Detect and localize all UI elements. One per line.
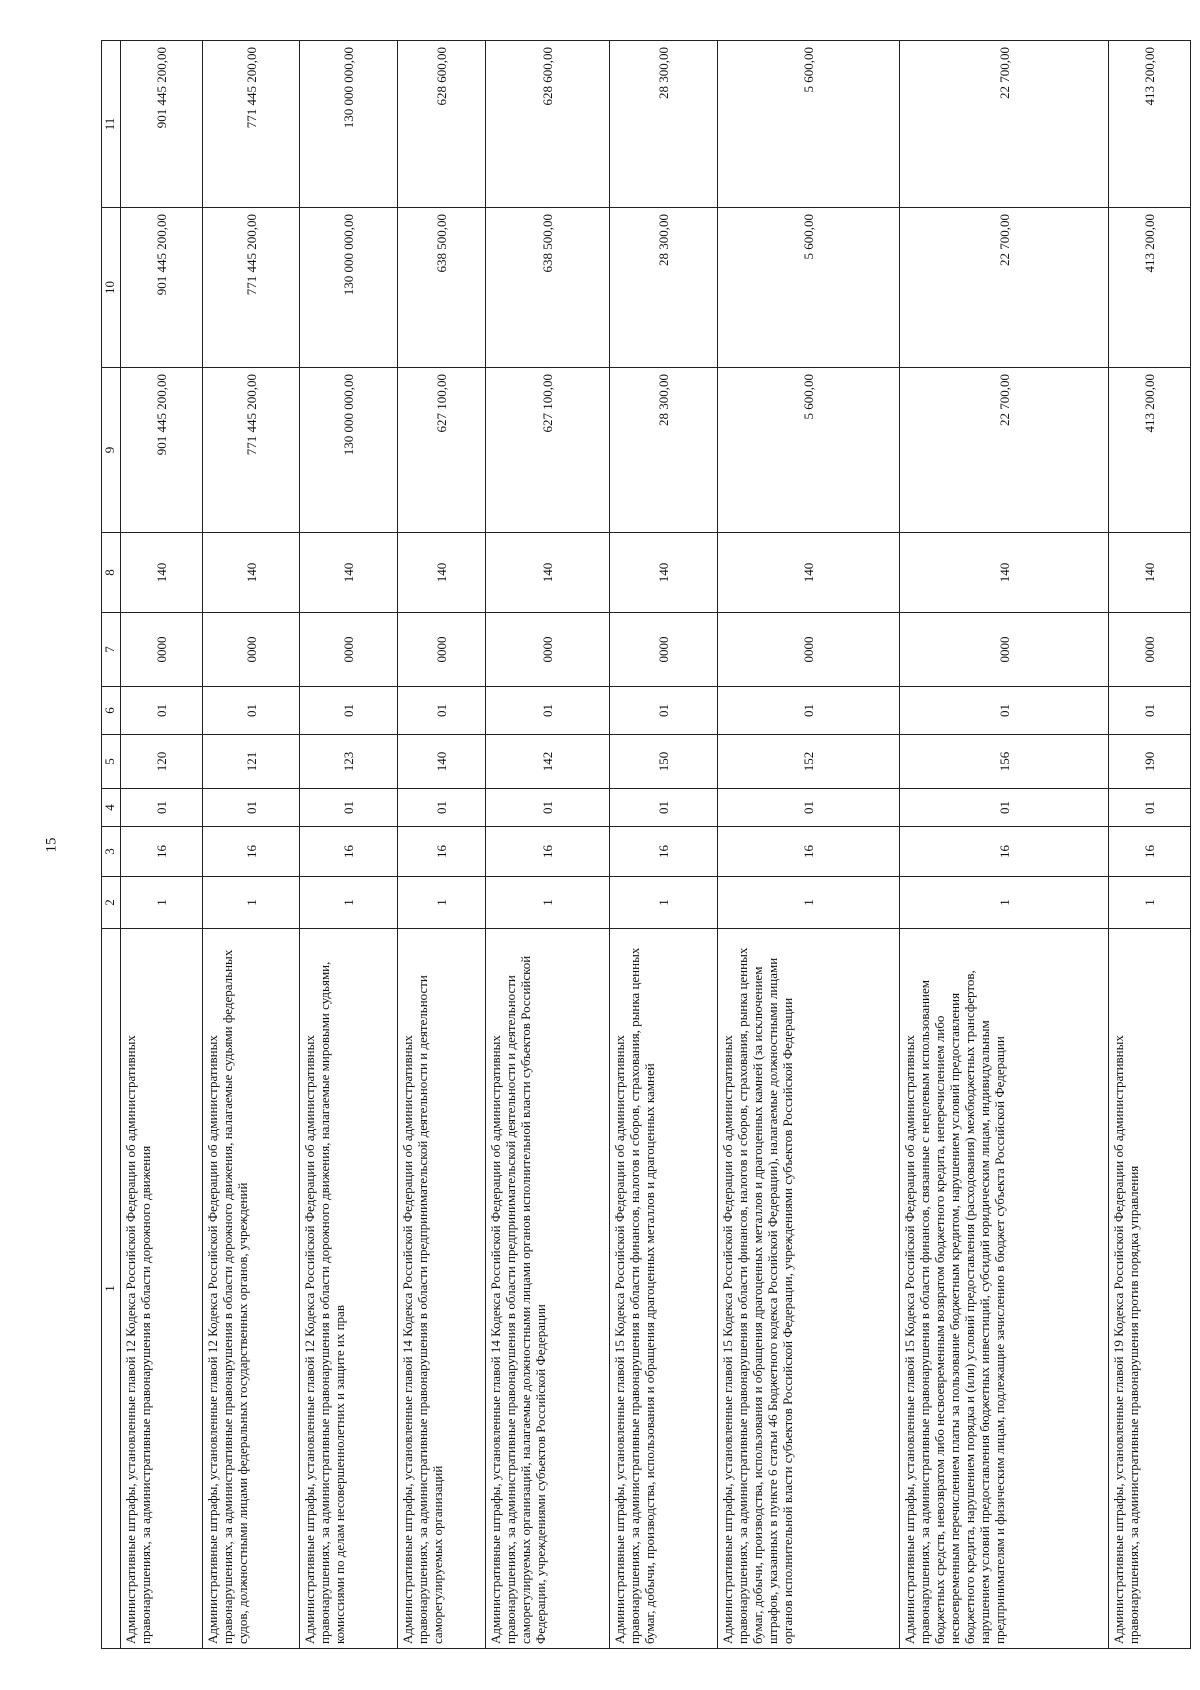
amount-cell-c9: [718, 368, 900, 533]
column-header-10: 10: [102, 208, 121, 368]
column-header-9: 9: [102, 368, 121, 533]
amount-value: 22 700,00: [996, 374, 1012, 426]
code-cell-c8: 140: [718, 533, 900, 613]
code-cell-c8: 140: [486, 533, 610, 613]
amount-cell-c10: [486, 208, 610, 368]
code-cell-c3: 16: [486, 827, 610, 877]
amount-value: 28 300,00: [656, 47, 671, 99]
code-cell-c8: 140: [203, 533, 300, 613]
table-row: [1109, 41, 1191, 1649]
amount-cell-c11: [610, 41, 718, 208]
column-header-2: 2: [102, 877, 121, 929]
code-cell-c7: 0000: [1109, 613, 1191, 687]
column-header-1: 1: [102, 929, 121, 1649]
header-row: [102, 41, 121, 1649]
code-cell-c6: 01: [203, 687, 300, 735]
amount-value: 771 445 200,00: [243, 214, 259, 296]
code-cell-c4: 01: [610, 789, 718, 827]
page-number: 15: [43, 837, 60, 853]
amount-cell-c10: [1109, 208, 1191, 368]
amount-cell-c9: [486, 368, 610, 533]
code-cell-c2: 1: [900, 877, 1109, 929]
column-header-11: 11: [102, 41, 121, 208]
column-header-6: 6: [102, 687, 121, 735]
code-cell-c4: 01: [900, 789, 1109, 827]
code-cell-c3: 16: [203, 827, 300, 877]
code-cell-c2: 1: [203, 877, 300, 929]
revenue-table: [101, 40, 1191, 1649]
revenue-description: Административные штрафы, установленные главой 12 Кодекса Российской Федерации об административных правонарушениях, за административные правонарушения в области дорожного движения, налагаемые мировыми судьями, комиссиями по делам несовершеннолетних и защите их прав: [300, 929, 398, 1649]
amount-value: 638 500,00: [540, 214, 555, 273]
column-header-3: 3: [102, 827, 121, 877]
amount-value: 130 000 000,00: [341, 214, 356, 296]
amount-value: 5 600,00: [801, 47, 816, 93]
code-cell-c5: 123: [300, 735, 398, 789]
revenue-description: Административные штрафы, установленные главой 15 Кодекса Российской Федерации об административных правонарушениях, за административные правонарушения в области финансов, налогов и сборов, страхования, рынка ценных бумаг, добычи, производства, использования и обращения драгоценных металлов и драгоценных камней (за исключением штрафов, указанных в пункте 6 статьи 46 Бюджетного кодекса Российской Федерации), налагаемые должностными лицами органов исполнительной власти субъектов Российской Федерации, учреждениями субъектов Российской Федерации: [718, 929, 900, 1649]
amount-value: 413 200,00: [1142, 214, 1157, 273]
code-cell-c7: 0000: [121, 613, 203, 687]
revenue-description: Административные штрафы, установленные главой 19 Кодекса Российской Федерации об административных правонарушениях, за административные правонарушения против порядка управления: [1109, 929, 1191, 1649]
code-cell-c8: 140: [1109, 533, 1191, 613]
code-cell-c7: 0000: [610, 613, 718, 687]
code-cell-c8: 140: [300, 533, 398, 613]
amount-cell-c10: [121, 208, 203, 368]
table-header: [102, 41, 121, 1649]
code-cell-c5: 152: [718, 735, 900, 789]
code-cell-c6: 01: [486, 687, 610, 735]
revenue-description: Административные штрафы, установленные главой 14 Кодекса Российской Федерации об административных правонарушениях, за административные правонарушения в области предпринимательской деятельности и деятельности саморегулируемых организаций, налагаемые должностными лицами органов исполнительной власти субъектов Российской Федерации, учреждениями субъектов Российской Федерации: [486, 929, 610, 1649]
revenue-description: Административные штрафы, установленные главой 15 Кодекса Российской Федерации об административных правонарушениях, за административные правонарушения в области финансов, связанные с нецелевым использованием бюджетных средств, невозвратом либо несвоевременным возвратом бюджетного кредита, неперечислением либо несвоевременным перечислением платы за пользование бюджетным кредитом, нарушением условий предоставления бюджетного кредита, нарушением порядка и (или) условий предоставления (расходования) межбюджетных трансфертов, нарушением условий предоставления бюджетных инвестиций, субсидий юридическим лицам, индивидуальным предпринимателям и физическим лицам, подлежащие зачислению в бюджет субъекта Российской Федерации: [900, 929, 1109, 1649]
amount-cell-c11: [900, 41, 1109, 208]
amount-cell-c11: [300, 41, 398, 208]
code-cell-c4: 01: [398, 789, 486, 827]
code-cell-c5: 150: [610, 735, 718, 789]
code-cell-c6: 01: [1109, 687, 1191, 735]
amount-cell-c9: [300, 368, 398, 533]
amount-value: 413 200,00: [1142, 47, 1157, 106]
table-row: [718, 41, 900, 1649]
revenue-description: Административные штрафы, установленные главой 14 Кодекса Российской Федерации об административных правонарушениях, за административные правонарушения в области предпринимательской деятельности и деятельности саморегулируемых организаций: [398, 929, 486, 1649]
code-cell-c3: 16: [718, 827, 900, 877]
table-row: [203, 41, 300, 1649]
amount-value: 627 100,00: [434, 374, 449, 433]
amount-value: 771 445 200,00: [243, 47, 259, 129]
amount-cell-c10: [203, 208, 300, 368]
code-cell-c7: 0000: [203, 613, 300, 687]
amount-value: 28 300,00: [656, 214, 671, 266]
code-cell-c5: 156: [900, 735, 1109, 789]
amount-cell-c9: [1109, 368, 1191, 533]
amount-cell-c10: [398, 208, 486, 368]
rotated-page: [101, 41, 1157, 1649]
code-cell-c2: 1: [1109, 877, 1191, 929]
code-cell-c5: 120: [121, 735, 203, 789]
amount-cell-c10: [300, 208, 398, 368]
code-cell-c2: 1: [610, 877, 718, 929]
code-cell-c3: 16: [900, 827, 1109, 877]
column-header-5: 5: [102, 735, 121, 789]
amount-value: 22 700,00: [996, 214, 1012, 266]
column-header-7: 7: [102, 613, 121, 687]
code-cell-c4: 01: [1109, 789, 1191, 827]
column-header-8: 8: [102, 533, 121, 613]
amount-value: 628 600,00: [540, 47, 555, 106]
amount-value: 22 700,00: [996, 47, 1012, 99]
table-row: [900, 41, 1109, 1649]
amount-cell-c11: [398, 41, 486, 208]
amount-cell-c9: [900, 368, 1109, 533]
revenue-description: Административные штрафы, установленные главой 12 Кодекса Российской Федерации об административных правонарушениях, за административные правонарушения в области дорожного движения: [121, 929, 203, 1649]
code-cell-c5: 190: [1109, 735, 1191, 789]
amount-cell-c11: [1109, 41, 1191, 208]
code-cell-c7: 0000: [486, 613, 610, 687]
amount-cell-c10: [718, 208, 900, 368]
amount-cell-c10: [610, 208, 718, 368]
code-cell-c2: 1: [398, 877, 486, 929]
amount-value: 901 445 200,00: [154, 374, 169, 456]
amount-value: 901 445 200,00: [154, 214, 169, 296]
amount-value: 413 200,00: [1142, 374, 1157, 433]
table-row: [610, 41, 718, 1649]
code-cell-c3: 16: [1109, 827, 1191, 877]
amount-cell-c10: [900, 208, 1109, 368]
amount-value: 638 500,00: [434, 214, 449, 273]
amount-cell-c11: [718, 41, 900, 208]
table-body: [121, 41, 1191, 1649]
amount-value: 5 600,00: [801, 374, 816, 420]
amount-value: 627 100,00: [540, 374, 555, 433]
revenue-description: Административные штрафы, установленные главой 12 Кодекса Российской Федерации об административных правонарушениях, за административные правонарушения в области дорожного движения, налагаемые судьями федеральных судов, должностными лицами федеральных государственных органов, учреждений: [203, 929, 300, 1649]
code-cell-c6: 01: [900, 687, 1109, 735]
amount-cell-c9: [610, 368, 718, 533]
code-cell-c4: 01: [486, 789, 610, 827]
revenue-description: Административные штрафы, установленные главой 15 Кодекса Российской Федерации об административных правонарушениях, за административные правонарушения в области финансов, налогов и сборов, страхования, рынка ценных бумаг, добычи, производства, использования и обращения драгоценных металлов и драгоценных камней: [610, 929, 718, 1649]
code-cell-c2: 1: [121, 877, 203, 929]
amount-cell-c11: [121, 41, 203, 208]
code-cell-c4: 01: [718, 789, 900, 827]
table-row: [300, 41, 398, 1649]
code-cell-c4: 01: [203, 789, 300, 827]
code-cell-c6: 01: [718, 687, 900, 735]
code-cell-c2: 1: [718, 877, 900, 929]
code-cell-c3: 16: [610, 827, 718, 877]
amount-value: 5 600,00: [801, 214, 816, 260]
code-cell-c5: 142: [486, 735, 610, 789]
amount-value: 771 445 200,00: [243, 374, 259, 456]
code-cell-c7: 0000: [900, 613, 1109, 687]
table-row: [486, 41, 610, 1649]
code-cell-c7: 0000: [300, 613, 398, 687]
code-cell-c8: 140: [121, 533, 203, 613]
code-cell-c4: 01: [300, 789, 398, 827]
table-row: [121, 41, 203, 1649]
code-cell-c2: 1: [486, 877, 610, 929]
code-cell-c6: 01: [398, 687, 486, 735]
code-cell-c6: 01: [300, 687, 398, 735]
code-cell-c5: 140: [398, 735, 486, 789]
code-cell-c8: 140: [610, 533, 718, 613]
code-cell-c6: 01: [610, 687, 718, 735]
code-cell-c8: 140: [900, 533, 1109, 613]
amount-value: 28 300,00: [656, 374, 671, 426]
code-cell-c7: 0000: [398, 613, 486, 687]
code-cell-c6: 01: [121, 687, 203, 735]
amount-cell-c11: [486, 41, 610, 208]
code-cell-c5: 121: [203, 735, 300, 789]
code-cell-c8: 140: [398, 533, 486, 613]
amount-value: 901 445 200,00: [154, 47, 169, 129]
code-cell-c2: 1: [300, 877, 398, 929]
amount-cell-c9: [398, 368, 486, 533]
amount-value: 130 000 000,00: [341, 374, 356, 456]
amount-cell-c11: [203, 41, 300, 208]
code-cell-c4: 01: [121, 789, 203, 827]
code-cell-c3: 16: [300, 827, 398, 877]
table-row: [398, 41, 486, 1649]
amount-cell-c9: [203, 368, 300, 533]
amount-cell-c9: [121, 368, 203, 533]
amount-value: 130 000 000,00: [341, 47, 356, 129]
amount-value: 628 600,00: [434, 47, 449, 106]
column-header-4: 4: [102, 789, 121, 827]
code-cell-c7: 0000: [718, 613, 900, 687]
code-cell-c3: 16: [121, 827, 203, 877]
code-cell-c3: 16: [398, 827, 486, 877]
